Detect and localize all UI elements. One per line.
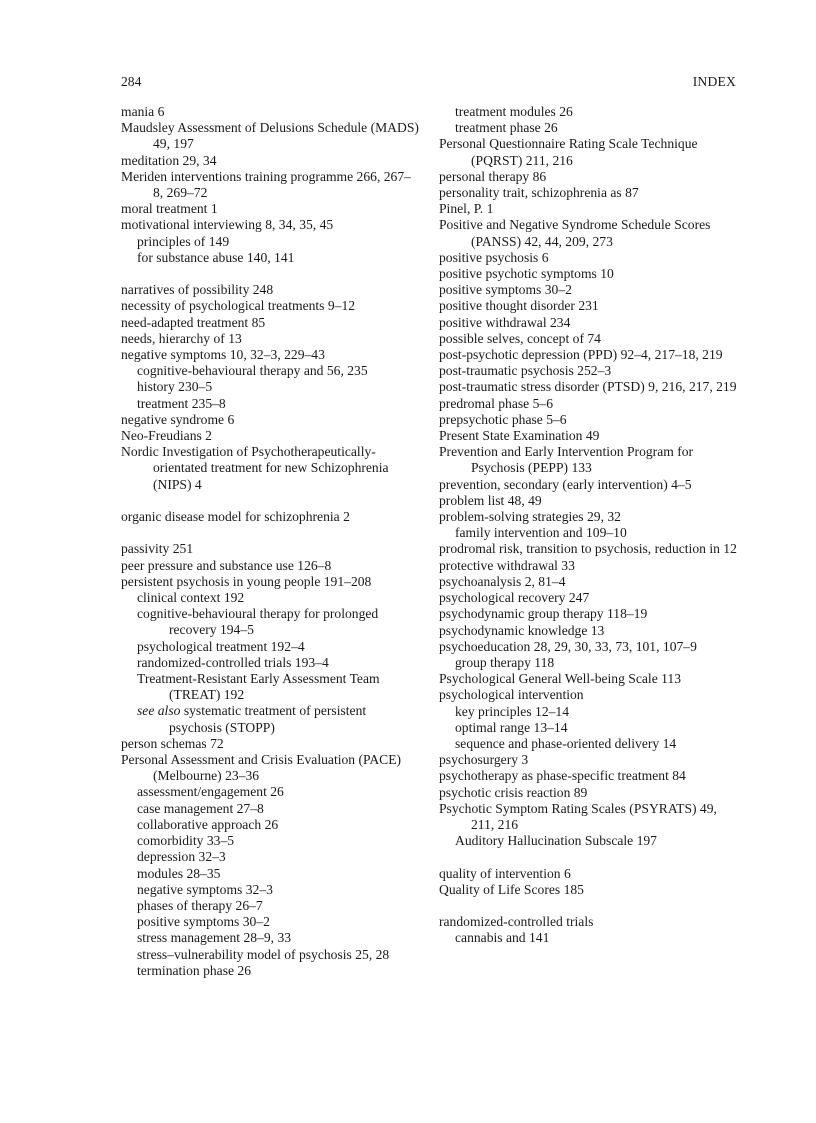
index-entry-text: negative syndrome 6 <box>121 411 235 427</box>
index-entry <box>439 298 741 314</box>
index-entry-text: cognitive-behavioural therapy and 56, 235 <box>137 363 368 379</box>
index-entry <box>439 623 741 639</box>
letter-group-gap <box>439 898 741 914</box>
index-entry-text: randomized-controlled trials <box>439 914 594 930</box>
index-entry <box>439 169 741 185</box>
index-entry-text: needs, hierarchy of 13 <box>121 330 242 346</box>
index-entry-text: post-traumatic psychosis 252–3 <box>439 363 612 379</box>
index-entry <box>121 752 421 784</box>
index-entry-text: Personal Questionnaire Rating Scale Technique (PQRST) 211, 216 <box>439 136 698 168</box>
index-entry-text: personal therapy 86 <box>439 168 547 184</box>
index-entry <box>121 412 421 428</box>
index-entry <box>439 428 741 444</box>
index-entry <box>439 590 741 606</box>
index-entry-text: randomized-controlled trials 193–4 <box>137 654 329 670</box>
index-entry <box>439 493 741 509</box>
index-entry-text: psychological treatment 192–4 <box>137 638 305 654</box>
index-entry <box>439 574 741 590</box>
index-entry-text: persistent psychosis in young people 191–208 <box>121 573 372 589</box>
index-entry <box>439 752 741 768</box>
index-entry-text: depression 32–3 <box>137 849 226 865</box>
index-entry <box>439 477 741 493</box>
index-entry <box>439 801 741 833</box>
index-entry <box>121 444 421 493</box>
index-entry-text: cognitive-behavioural therapy for prolonged recovery 194–5 <box>137 606 379 638</box>
index-entry-text: Psychotic Symptom Rating Scales (PSYRATS) 49, 211, 216 <box>439 800 717 832</box>
index-entry <box>121 120 421 152</box>
index-entry-text: for substance abuse 140, 141 <box>137 249 295 265</box>
index-entry <box>439 606 741 622</box>
index-entry-text: Treatment-Resistant Early Assessment Team (TREAT) 192 <box>137 671 380 703</box>
index-subentry <box>121 849 421 865</box>
index-entry <box>121 541 421 557</box>
index-entry-text: post-traumatic stress disorder (PTSD) 9, 216, 217, 219 <box>439 379 737 395</box>
index-subentry <box>439 833 741 849</box>
index-entry-text: psychoeducation 28, 29, 30, 33, 73, 101, 107–9 <box>439 638 697 654</box>
index-entry <box>439 250 741 266</box>
index-subentry <box>121 866 421 882</box>
index-entry-text: positive symptoms 30–2 <box>137 914 270 930</box>
index-entry <box>121 315 421 331</box>
index-entry-text: Nordic Investigation of Psychotherapeutically-orientated treatment for new Schizophrenia (NIPS) 4 <box>121 444 389 492</box>
index-entry-text: cannabis and 141 <box>455 930 550 946</box>
index-entry <box>439 266 741 282</box>
index-entry-text: assessment/engagement 26 <box>137 784 284 800</box>
index-entry <box>439 785 741 801</box>
index-entry-text: psychological recovery 247 <box>439 590 590 606</box>
index-entry <box>121 558 421 574</box>
index-entry-text: negative symptoms 32–3 <box>137 881 273 897</box>
index-column-left <box>121 104 421 979</box>
index-entry-text: need-adapted treatment 85 <box>121 314 266 330</box>
index-subentry <box>439 525 741 541</box>
index-entry-text: case management 27–8 <box>137 800 264 816</box>
index-entry-text: positive symptoms 30–2 <box>439 282 572 298</box>
index-entry <box>121 282 421 298</box>
index-entry <box>439 347 741 363</box>
index-entry-text: problem-solving strategies 29, 32 <box>439 509 621 525</box>
index-entry-text: Prevention and Early Intervention Program for Psychosis (PEPP) 133 <box>439 444 694 476</box>
index-entry-text: personality trait, schizophrenia as 87 <box>439 185 639 201</box>
index-entry <box>439 687 741 703</box>
index-entry <box>439 185 741 201</box>
letter-group-gap <box>121 493 421 509</box>
index-entry <box>439 541 741 557</box>
index-entry-text: positive psychosis 6 <box>439 249 549 265</box>
index-entry <box>439 866 741 882</box>
index-subentry <box>439 736 741 752</box>
index-entry-text: stress–vulnerability model of psychosis 25, 28 <box>137 946 390 962</box>
index-subentry <box>121 234 421 250</box>
index-entry <box>439 914 741 930</box>
index-entry <box>439 282 741 298</box>
index-entry-text: psychodynamic knowledge 13 <box>439 622 605 638</box>
index-entry <box>439 558 741 574</box>
index-subentry <box>439 655 741 671</box>
index-entry <box>439 768 741 784</box>
index-entry-text: post-psychotic depression (PPD) 92–4, 217–18, 219 <box>439 347 723 363</box>
index-subentry <box>121 655 421 671</box>
index-entry-text: necessity of psychological treatments 9–12 <box>121 298 356 314</box>
index-entry <box>439 315 741 331</box>
index-entry-text: psychoanalysis 2, 81–4 <box>439 573 566 589</box>
index-entry <box>439 217 741 249</box>
index-entry-text: stress management 28–9, 33 <box>137 930 292 946</box>
index-entry-text: Personal Assessment and Crisis Evaluation (PACE) (Melbourne) 23–36 <box>121 752 402 784</box>
index-subentry <box>121 363 421 379</box>
letter-group-gap <box>121 266 421 282</box>
index-entry-text: motivational interviewing 8, 34, 35, 45 <box>121 217 334 233</box>
index-entry-text: quality of intervention 6 <box>439 865 571 881</box>
index-entry <box>439 331 741 347</box>
index-subentry <box>121 963 421 979</box>
index-entry-text: peer pressure and substance use 126–8 <box>121 557 332 573</box>
index-entry-text: Present State Examination 49 <box>439 428 600 444</box>
index-subentry <box>121 590 421 606</box>
index-entry-text: psychological intervention <box>439 687 584 703</box>
index-subentry <box>121 379 421 395</box>
index-column-right <box>439 104 741 947</box>
page-number: 284 <box>121 74 142 89</box>
index-subentry <box>121 671 421 703</box>
index-subentry <box>121 703 421 735</box>
index-entry-text: Maudsley Assessment of Delusions Schedule (MADS) 49, 197 <box>121 120 419 152</box>
index-entry-text: Quality of Life Scores 185 <box>439 881 584 897</box>
index-entry <box>121 217 421 233</box>
index-subentry <box>439 720 741 736</box>
index-entry-text: Neo-Freudians 2 <box>121 428 212 444</box>
index-subentry <box>439 120 741 136</box>
index-entry <box>121 331 421 347</box>
index-entry-text: treatment phase 26 <box>455 120 558 136</box>
index-entry-text: treatment modules 26 <box>455 104 573 119</box>
index-subentry <box>439 104 741 120</box>
index-entry <box>121 574 421 590</box>
index-entry-text: comorbidity 33–5 <box>137 833 235 849</box>
index-subentry <box>121 882 421 898</box>
index-entry-text: possible selves, concept of 74 <box>439 330 601 346</box>
index-entry-text: Auditory Hallucination Subscale 197 <box>455 833 657 849</box>
index-entry <box>439 509 741 525</box>
index-entry-text: organic disease model for schizophrenia 2 <box>121 509 350 525</box>
index-entry-text: clinical context 192 <box>137 590 245 606</box>
index-entry-text: mania 6 <box>121 104 165 119</box>
index-entry-text: prevention, secondary (early intervention) 4–5 <box>439 476 692 492</box>
letter-group-gap <box>121 525 421 541</box>
index-entry <box>121 298 421 314</box>
index-entry <box>121 736 421 752</box>
index-subentry <box>121 606 421 638</box>
index-subentry <box>439 704 741 720</box>
index-subentry <box>121 914 421 930</box>
index-entry-text: family intervention and 109–10 <box>455 525 627 541</box>
index-entry-text: group therapy 118 <box>455 654 555 670</box>
index-entry-text: collaborative approach 26 <box>137 816 279 832</box>
index-subentry <box>439 930 741 946</box>
index-entry-text: Pinel, P. 1 <box>439 201 494 217</box>
index-entry-text: predromal phase 5–6 <box>439 395 554 411</box>
index-entry <box>121 169 421 201</box>
index-subentry <box>121 817 421 833</box>
index-entry-text: modules 28–35 <box>137 865 221 881</box>
index-subentry <box>121 639 421 655</box>
cross-reference-label: see also <box>137 703 181 719</box>
index-entry <box>439 444 741 476</box>
index-entry-text: history 230–5 <box>137 379 213 395</box>
index-entry-text: negative symptoms 10, 32–3, 229–43 <box>121 347 325 363</box>
index-entry-text: psychotherapy as phase-specific treatment 84 <box>439 768 686 784</box>
index-entry <box>439 671 741 687</box>
index-entry-text: termination phase 26 <box>137 962 252 978</box>
index-subentry <box>121 801 421 817</box>
index-entry-text: Meriden interventions training programme 266, 267–8, 269–72 <box>121 168 411 201</box>
index-entry-text: sequence and phase-oriented delivery 14 <box>455 735 677 751</box>
index-entry <box>121 104 421 120</box>
index-entry <box>439 412 741 428</box>
index-entry-text: phases of therapy 26–7 <box>137 897 263 913</box>
index-entry-text: optimal range 13–14 <box>455 719 568 735</box>
index-entry-text: positive thought disorder 231 <box>439 298 599 314</box>
index-entry-text: positive psychotic symptoms 10 <box>439 266 614 282</box>
index-entry-text: systematic treatment of persistent psychosis (STOPP) <box>169 703 367 735</box>
index-entry-text: positive withdrawal 234 <box>439 314 571 330</box>
index-entry-text: prodromal risk, transition to psychosis, reduction in 12 <box>439 541 737 557</box>
index-entry-text: Positive and Negative Syndrome Schedule Scores (PANSS) 42, 44, 209, 273 <box>439 217 711 249</box>
index-subentry <box>121 784 421 800</box>
index-subentry <box>121 930 421 946</box>
index-entry <box>121 509 421 525</box>
index-entry <box>439 201 741 217</box>
index-entry <box>121 201 421 217</box>
index-entry-text: prepsychotic phase 5–6 <box>439 411 567 427</box>
index-entry <box>439 639 741 655</box>
index-entry <box>439 136 741 168</box>
index-entry-text: problem list 48, 49 <box>439 492 542 508</box>
index-subentry <box>121 833 421 849</box>
index-entry <box>121 153 421 169</box>
running-head: INDEX <box>692 74 736 89</box>
index-subentry <box>121 947 421 963</box>
index-entry <box>439 396 741 412</box>
letter-group-gap <box>439 849 741 865</box>
index-entry-text: moral treatment 1 <box>121 201 218 217</box>
index-entry <box>439 882 741 898</box>
index-entry-text: Psychological General Well-being Scale 113 <box>439 671 682 687</box>
index-entry-text: meditation 29, 34 <box>121 152 217 168</box>
index-entry-text: protective withdrawal 33 <box>439 557 575 573</box>
index-entry-text: key principles 12–14 <box>455 703 570 719</box>
index-entry-text: narratives of possibility 248 <box>121 282 274 298</box>
index-entry-text: principles of 149 <box>137 233 230 249</box>
index-entry <box>121 428 421 444</box>
index-entry-text: psychotic crisis reaction 89 <box>439 784 588 800</box>
index-subentry <box>121 898 421 914</box>
index-entry <box>121 347 421 363</box>
index-subentry <box>121 396 421 412</box>
index-entry-text: psychodynamic group therapy 118–19 <box>439 606 648 622</box>
index-entry-text: psychosurgery 3 <box>439 752 529 768</box>
index-entry-text: person schemas 72 <box>121 735 224 751</box>
index-entry-text: passivity 251 <box>121 541 194 557</box>
index-subentry <box>121 250 421 266</box>
index-entry <box>439 379 741 395</box>
index-entry-text: treatment 235–8 <box>137 395 226 411</box>
index-entry <box>439 363 741 379</box>
